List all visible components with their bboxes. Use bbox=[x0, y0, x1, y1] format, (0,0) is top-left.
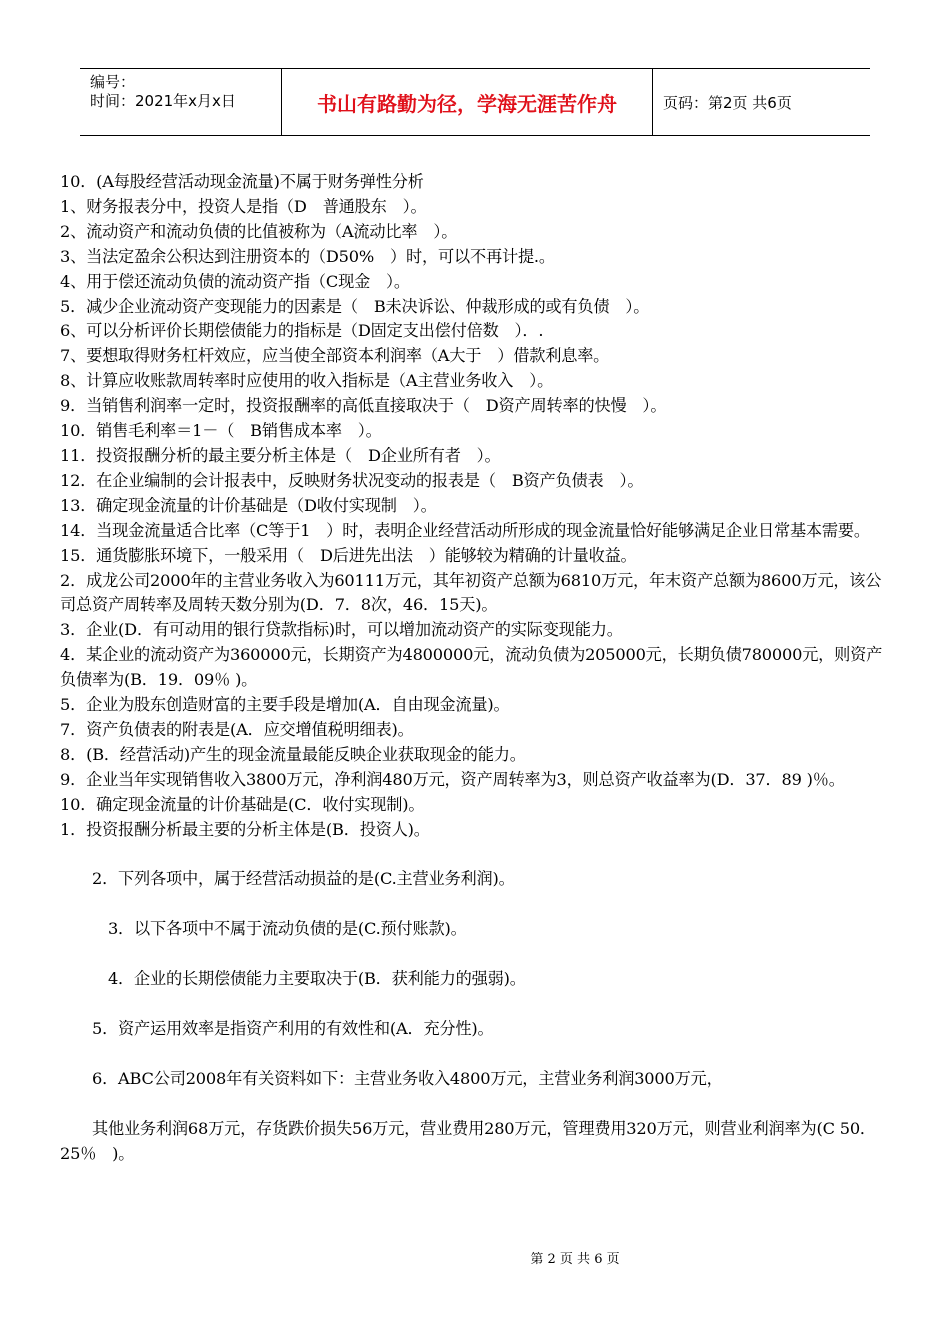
text-line: 9．当销售利润率一定时，投资报酬率的高低直接取决于（ D资产周转率的快慢 ）。 bbox=[60, 396, 667, 416]
text-line: 5．企业为股东创造财富的主要手段是增加(A．自由现金流量)。 bbox=[60, 695, 510, 715]
text-line: 3、当法定盈余公积达到注册资本的（D50% ）时，可以不再计提.。 bbox=[60, 246, 555, 266]
text-line: 12．在企业编制的会计报表中，反映财务状况变动的报表是（ B资产负债表 ）。 bbox=[60, 470, 644, 490]
text-line: 7、要想取得财务杠杆效应，应当使全部资本利润率（A大于 ）借款利息率。 bbox=[60, 346, 610, 366]
text-line: 6、可以分析评价长期偿债能力的指标是（D固定支出偿付倍数 ）．. bbox=[60, 321, 544, 341]
text-line: 14．当现金流量适合比率（C等于1 ）时，表明企业经营活动所形成的现金流量恰好能够满足企业日常基本需要。 bbox=[60, 520, 870, 540]
time-label: 时间：2021年x月x日 bbox=[90, 92, 236, 110]
document-body bbox=[60, 170, 895, 1167]
text-line: 4、用于偿还流动负债的流动资产指（C现金 ）。 bbox=[60, 271, 410, 291]
text-line: 2．下列各项中，属于经营活动损益的是(C.主营业务利润)。 bbox=[60, 869, 515, 889]
text-line: 6．ABC公司2008年有关资料如下：主营业务收入4800万元，主营业务利润3000万元， bbox=[60, 1069, 723, 1089]
text-line: 2．成龙公司2000年的主营业务收入为60111万元，其年初资产总额为6810万元，年末资产总额为8600万元，该公司总资产周转率及周转天数分别为(D．7．8次，46．15天)。 bbox=[60, 570, 882, 615]
text-line: 4．企业的长期偿债能力主要取决于(B．获利能力的强弱)。 bbox=[60, 969, 526, 989]
text-line: 1．投资报酬分析最主要的分析主体是(B．投资人)。 bbox=[60, 819, 430, 839]
text-line: 3．以下各项中不属于流动负债的是(C.预付账款)。 bbox=[60, 919, 467, 939]
header-motto: 书山有路勤为径，学海无涯苦作舟 bbox=[282, 69, 653, 135]
text-line: 5．减少企业流动资产变现能力的因素是（ B未决诉讼、仲裁形成的或有负债 ）。 bbox=[60, 296, 650, 316]
text-line: 其他业务利润68万元，存货跌价损失56万元，营业费用280万元，管理费用320万元，则营业利润率为(C 50．25％ )。 bbox=[60, 1119, 876, 1163]
text-line: 10．销售毛利率＝1－（ B销售成本率 ）。 bbox=[60, 421, 382, 441]
text-line: 8、计算应收账款周转率时应使用的收入指标是（A主营业务收入 ）。 bbox=[60, 371, 554, 391]
header-page-info: 页码：第2页 共6页 bbox=[663, 93, 792, 112]
text-line: 11．投资报酬分析的最主要分析主体是（ D企业所有者 ）。 bbox=[60, 445, 501, 465]
text-line: 4．某企业的流动资产为360000元，长期资产为4800000元，流动负债为205000元，长期负债780000元，则资产负债率为(B．19．09％ )。 bbox=[60, 645, 883, 690]
text-line: 3．企业(D．有可动用的银行贷款指标)时，可以增加流动资产的实际变现能力。 bbox=[60, 620, 623, 640]
text-line: 15．通货膨胀环境下，一般采用（ D后进先出法 ）能够较为精确的计量收益。 bbox=[60, 545, 637, 565]
text-line: 7．资产负债表的附表是(A．应交增值税明细表)。 bbox=[60, 719, 414, 739]
text-line: 10．确定现金流量的计价基础是(C．收付实现制)。 bbox=[60, 794, 425, 814]
text-line: 1、财务报表分中，投资人是指（D 普通股东 ）。 bbox=[60, 196, 427, 216]
text-line: 13．确定现金流量的计价基础是（D收付实现制 ）。 bbox=[60, 495, 437, 515]
number-label: 编号： bbox=[90, 73, 136, 91]
text-line: 10．(A每股经营活动现金流量)不属于财务弹性分析 bbox=[60, 172, 424, 191]
text-line: 8．(B．经营活动)产生的现金流量最能反映企业获取现金的能力。 bbox=[60, 744, 526, 764]
page-footer: 第 2 页 共 6 页 bbox=[530, 1252, 620, 1267]
text-line: 5．资产运用效率是指资产利用的有效性和(A．充分性)。 bbox=[60, 1019, 494, 1039]
text-line: 9．企业当年实现销售收入3800万元，净利润480万元，资产周转率为3，则总资产收益率为(D．37．89 )％。 bbox=[60, 769, 845, 789]
page-header bbox=[80, 68, 870, 136]
text-line: 2、流动资产和流动负债的比值被称为（A流动比率 ）。 bbox=[60, 221, 458, 241]
header-meta bbox=[80, 69, 282, 135]
